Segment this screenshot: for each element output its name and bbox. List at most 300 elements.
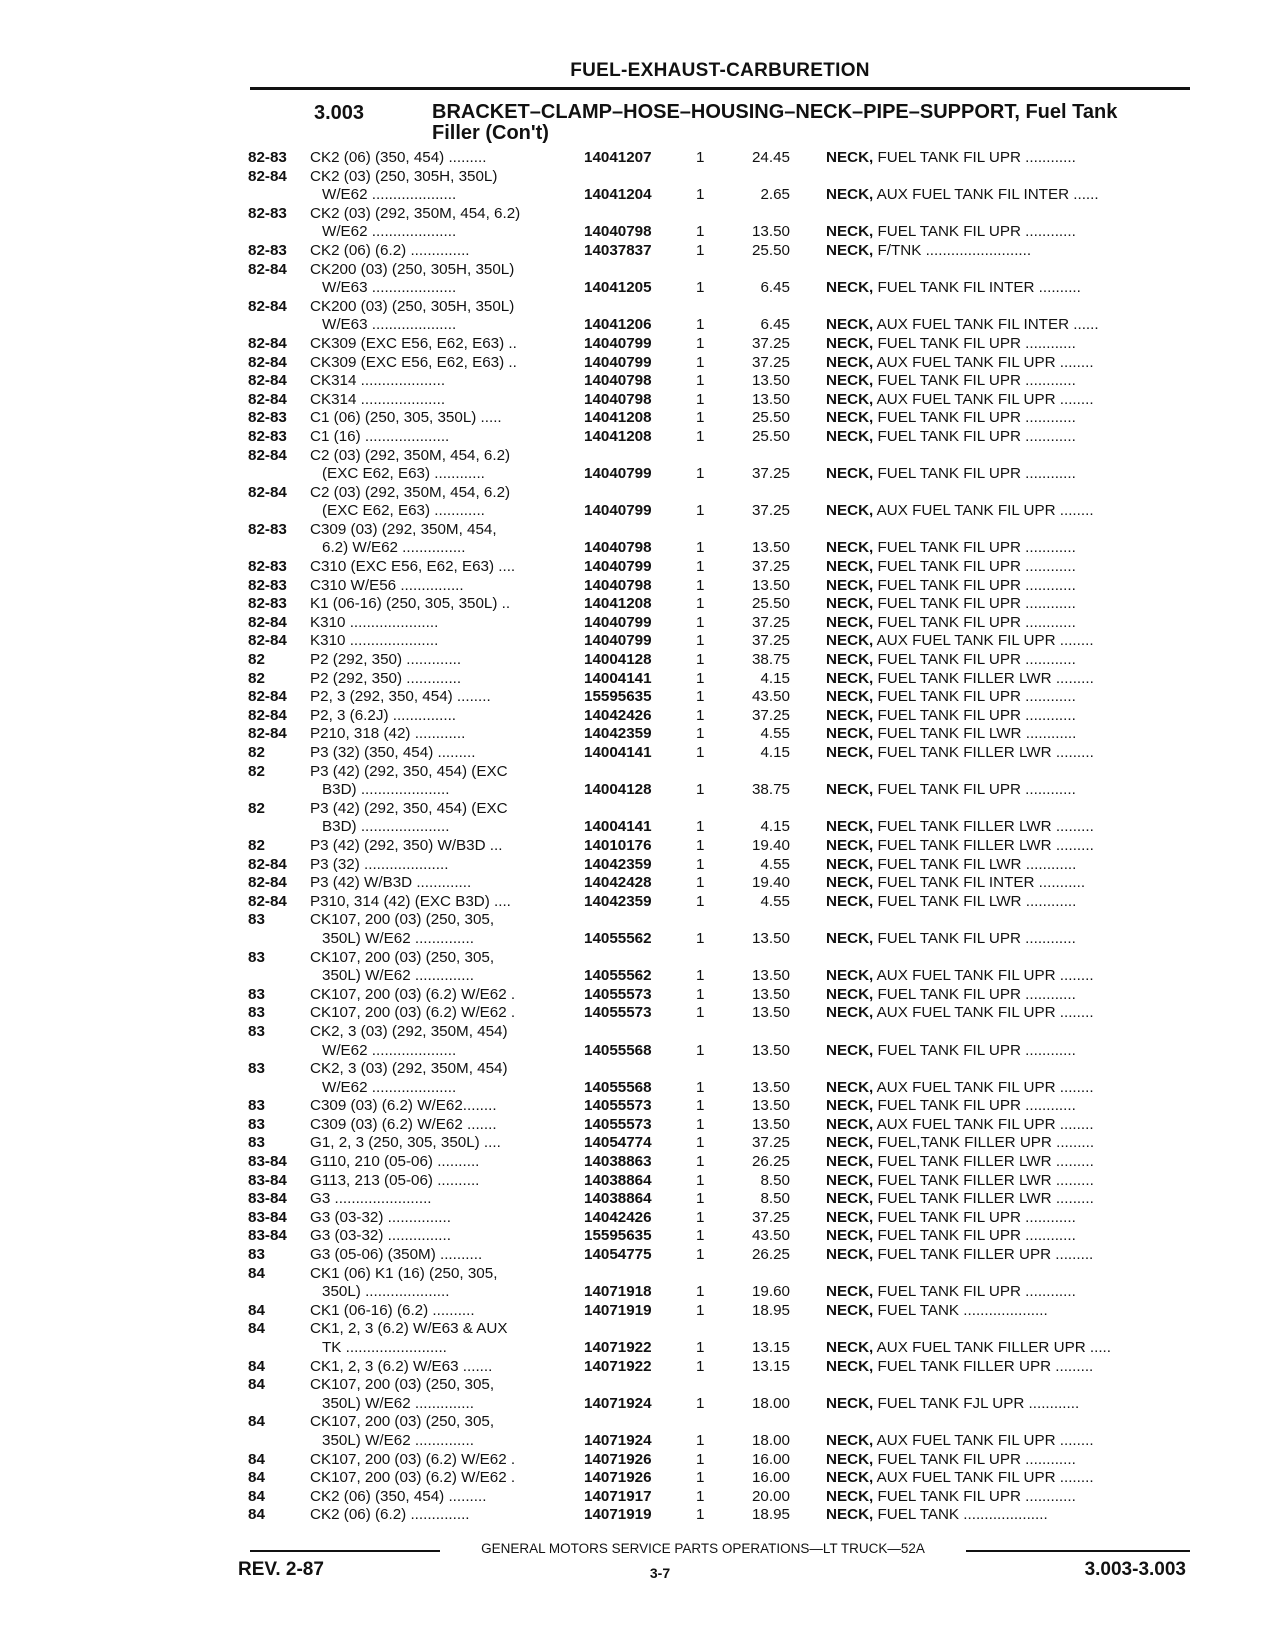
price-cell: 37.25 xyxy=(751,353,790,371)
part-name-cell xyxy=(826,632,1190,651)
price-cell: 25.50 xyxy=(751,241,790,259)
part-name-keyword: NECK, xyxy=(826,725,874,743)
part-name-detail: FUEL TANK FIL UPR ............ xyxy=(873,1283,1076,1301)
part-name-keyword: NECK, xyxy=(826,149,874,166)
part-name-keyword: NECK, xyxy=(826,353,874,371)
description-cell: CK107, 200 (03) (250, 305, xyxy=(310,1413,495,1431)
description-cell: CK309 (EXC E56, E62, E63) .. xyxy=(310,353,517,371)
part-number-cell: 14038864 xyxy=(584,1171,652,1189)
part-name-keyword: NECK, xyxy=(826,1283,874,1301)
quantity-cell: 1 xyxy=(696,836,705,854)
part-name-keyword: NECK, xyxy=(826,539,874,557)
description-cell: CK2 (06) (350, 454) ......... xyxy=(310,1487,487,1505)
price-cell: 18.95 xyxy=(751,1301,790,1319)
part-name-detail: FUEL TANK FILLER UPR ......... xyxy=(873,1357,1094,1375)
part-name-keyword: NECK, xyxy=(826,502,874,520)
price-cell: 43.50 xyxy=(751,688,790,706)
part-name-detail: FUEL TANK FIL UPR ............ xyxy=(873,613,1076,631)
footer-page-number: 3-7 xyxy=(649,1565,671,1581)
part-number-cell: 14071926 xyxy=(584,1450,652,1468)
price-cell: 37.25 xyxy=(751,613,790,631)
part-name-cell xyxy=(826,1172,1190,1191)
quantity-cell: 1 xyxy=(696,1208,705,1226)
part-name-detail: FUEL TANK FILLER LWR ......... xyxy=(873,1153,1094,1171)
quantity-cell: 1 xyxy=(696,706,705,724)
part-name-cell xyxy=(826,874,1190,893)
part-name-keyword: NECK, xyxy=(826,1469,874,1487)
table-row xyxy=(248,1283,1190,1302)
table-row xyxy=(248,1023,1190,1042)
part-name-keyword: NECK, xyxy=(826,334,874,352)
table-row xyxy=(248,484,1190,503)
table-row xyxy=(248,1506,1190,1525)
quantity-cell: 1 xyxy=(696,725,705,743)
part-number-cell: 14040798 xyxy=(584,390,652,408)
price-cell: 25.50 xyxy=(751,409,790,427)
part-number-cell: 14038863 xyxy=(584,1153,652,1171)
price-cell: 4.15 xyxy=(760,818,790,836)
price-cell: 13.50 xyxy=(751,1004,790,1022)
description-cell: CK2 (06) (6.2) .............. xyxy=(310,1506,470,1524)
table-row xyxy=(248,967,1190,986)
price-cell: 13.50 xyxy=(751,223,790,241)
quantity-cell: 1 xyxy=(696,223,705,241)
part-number-cell: 14004128 xyxy=(584,781,652,799)
part-number-cell: 14055573 xyxy=(584,1115,652,1133)
price-cell: 6.45 xyxy=(760,316,790,334)
part-number-cell: 14055573 xyxy=(584,1097,652,1115)
price-cell: 25.50 xyxy=(751,427,790,445)
price-cell: 13.50 xyxy=(751,372,790,390)
description-cell: CK2, 3 (03) (292, 350M, 454) xyxy=(310,1022,508,1040)
part-name-detail: AUX FUEL TANK FIL UPR ........ xyxy=(873,1004,1094,1022)
part-number-cell: 14041208 xyxy=(584,427,652,445)
price-cell: 26.25 xyxy=(751,1246,790,1264)
price-cell: 18.95 xyxy=(751,1506,790,1524)
year-cell: 84 xyxy=(248,1376,265,1394)
quantity-cell: 1 xyxy=(696,892,705,910)
part-name-detail: FUEL TANK FIL UPR ............ xyxy=(873,465,1076,483)
part-name-keyword: NECK, xyxy=(826,1097,874,1115)
part-name-detail: FUEL TANK FIL UPR ............ xyxy=(873,929,1076,947)
table-row xyxy=(248,781,1190,800)
part-name-keyword: NECK, xyxy=(826,1153,874,1171)
part-name-detail: AUX FUEL TANK FIL UPR ........ xyxy=(873,1431,1094,1449)
table-row xyxy=(248,1079,1190,1098)
part-name-detail: FUEL TANK FILLER LWR ......... xyxy=(873,669,1094,687)
table-row xyxy=(248,744,1190,763)
part-name-detail: FUEL TANK FIL UPR ............ xyxy=(873,781,1076,799)
year-cell: 84 xyxy=(248,1357,265,1375)
table-row xyxy=(248,800,1190,819)
quantity-cell: 1 xyxy=(696,186,705,204)
part-name-keyword: NECK, xyxy=(826,744,874,761)
table-row xyxy=(248,335,1190,354)
part-number-cell: 14041208 xyxy=(584,409,652,427)
description-cell: G3 (05-06) (350M) .......... xyxy=(310,1246,483,1264)
part-number-cell: 14071919 xyxy=(584,1506,652,1524)
part-number-cell: 14071926 xyxy=(584,1469,652,1487)
part-name-keyword: NECK, xyxy=(826,1041,874,1059)
description-cell: W/E63 .................... xyxy=(322,316,457,334)
price-cell: 37.25 xyxy=(751,465,790,483)
table-row xyxy=(248,1153,1190,1172)
price-cell: 37.25 xyxy=(751,1208,790,1226)
part-name-cell xyxy=(826,595,1190,614)
section-heading xyxy=(314,100,1194,144)
description-cell: C2 (03) (292, 350M, 454, 6.2) xyxy=(310,483,511,501)
part-name-detail: FUEL TANK FIL UPR ............ xyxy=(873,558,1076,576)
year-cell: 83 xyxy=(248,948,265,966)
table-row xyxy=(248,1302,1190,1321)
description-cell: P3 (32) (350, 454) ......... xyxy=(310,744,476,761)
description-cell: C1 (06) (250, 305, 350L) ..... xyxy=(310,409,502,427)
part-name-detail: FUEL TANK FIL UPR ............ xyxy=(873,576,1076,594)
part-number-cell: 14040799 xyxy=(584,502,652,520)
part-name-cell xyxy=(826,837,1190,856)
part-name-detail: FUEL TANK FILLER LWR ......... xyxy=(873,744,1094,761)
quantity-cell: 1 xyxy=(696,149,705,166)
part-name-detail: FUEL TANK FIL UPR ............ xyxy=(873,595,1076,613)
year-cell: 82-83 xyxy=(248,576,287,594)
price-cell: 13.15 xyxy=(751,1339,790,1356)
part-name-detail: AUX FUEL TANK FIL UPR ........ xyxy=(873,390,1094,408)
price-cell: 2.65 xyxy=(760,186,790,204)
quantity-cell: 1 xyxy=(696,1171,705,1189)
part-name-cell xyxy=(826,818,1190,837)
year-cell: 83 xyxy=(248,1022,265,1040)
part-number-cell: 14071918 xyxy=(584,1283,652,1301)
part-name-cell xyxy=(826,744,1190,763)
description-cell: W/E62 .................... xyxy=(322,223,457,241)
quantity-cell: 1 xyxy=(696,502,705,520)
year-cell: 82-84 xyxy=(248,855,287,873)
table-row xyxy=(248,874,1190,893)
description-cell: W/E62 .................... xyxy=(322,1041,457,1059)
table-row xyxy=(248,1265,1190,1284)
part-number-cell: 14042359 xyxy=(584,855,652,873)
table-row xyxy=(248,1209,1190,1228)
year-cell: 82-83 xyxy=(248,409,287,427)
year-cell: 82-84 xyxy=(248,390,287,408)
part-name-keyword: NECK, xyxy=(826,1339,874,1356)
part-name-detail: FUEL TANK FIL UPR ............ xyxy=(873,223,1076,241)
part-name-detail: AUX FUEL TANK FIL UPR ........ xyxy=(873,353,1094,371)
part-number-cell: 14038864 xyxy=(584,1190,652,1208)
table-row xyxy=(248,595,1190,614)
part-number-cell: 14040798 xyxy=(584,576,652,594)
table-row xyxy=(248,949,1190,968)
year-cell: 83 xyxy=(248,1004,265,1022)
part-name-keyword: NECK, xyxy=(826,427,874,445)
part-name-cell xyxy=(826,893,1190,912)
part-name-cell xyxy=(826,577,1190,596)
part-name-cell xyxy=(826,707,1190,726)
table-row xyxy=(248,539,1190,558)
table-row xyxy=(248,279,1190,298)
quantity-cell: 1 xyxy=(696,1134,705,1152)
quantity-cell: 1 xyxy=(696,669,705,687)
quantity-cell: 1 xyxy=(696,1357,705,1375)
price-cell: 43.50 xyxy=(751,1227,790,1245)
part-name-cell xyxy=(826,1395,1190,1414)
year-cell: 82-83 xyxy=(248,558,287,576)
part-name-detail: AUX FUEL TANK FIL UPR ........ xyxy=(873,1078,1094,1096)
price-cell: 13.50 xyxy=(751,1115,790,1133)
year-cell: 82-84 xyxy=(248,334,287,352)
description-cell: C310 W/E56 ............... xyxy=(310,576,464,594)
year-cell: 84 xyxy=(248,1413,265,1431)
quantity-cell: 1 xyxy=(696,1506,705,1524)
part-number-cell: 14055562 xyxy=(584,929,652,947)
part-name-cell xyxy=(826,1358,1190,1377)
part-number-cell: 14004141 xyxy=(584,669,652,687)
part-name-cell xyxy=(826,930,1190,949)
price-cell: 13.15 xyxy=(751,1357,790,1375)
price-cell: 18.00 xyxy=(751,1431,790,1449)
part-number-cell: 14055573 xyxy=(584,985,652,1003)
part-number-cell: 14010176 xyxy=(584,836,652,854)
year-cell: 82 xyxy=(248,744,265,761)
part-name-detail: FUEL TANK FIL UPR ............ xyxy=(873,1450,1076,1468)
description-cell: CK200 (03) (250, 305H, 350L) xyxy=(310,260,515,278)
part-name-keyword: NECK, xyxy=(826,576,874,594)
part-name-cell xyxy=(826,409,1190,428)
price-cell: 24.45 xyxy=(751,149,790,166)
description-cell: CK107, 200 (03) (6.2) W/E62 . xyxy=(310,1004,516,1022)
description-cell: W/E62 .................... xyxy=(322,1078,457,1096)
year-cell: 82-84 xyxy=(248,353,287,371)
year-cell: 84 xyxy=(248,1487,265,1505)
table-row xyxy=(248,893,1190,912)
part-name-cell xyxy=(826,186,1190,205)
price-cell: 4.55 xyxy=(760,725,790,743)
part-name-keyword: NECK, xyxy=(826,223,874,241)
part-name-detail: FUEL TANK FIL UPR ............ xyxy=(873,409,1076,427)
part-name-cell xyxy=(826,149,1190,168)
part-name-keyword: NECK, xyxy=(826,1208,874,1226)
table-row xyxy=(248,1246,1190,1265)
part-name-cell xyxy=(826,465,1190,484)
year-cell: 82-83 xyxy=(248,427,287,445)
part-name-detail: FUEL TANK FIL UPR ............ xyxy=(873,1208,1076,1226)
description-cell: CK2 (06) (6.2) .............. xyxy=(310,241,470,259)
description-cell: CK2 (06) (350, 454) ......... xyxy=(310,149,487,166)
price-cell: 16.00 xyxy=(751,1469,790,1487)
description-cell: G3 (03-32) ............... xyxy=(310,1227,451,1245)
year-cell: 83-84 xyxy=(248,1227,287,1245)
table-row xyxy=(248,1376,1190,1395)
table-row xyxy=(248,1339,1190,1358)
price-cell: 18.00 xyxy=(751,1394,790,1412)
part-name-cell xyxy=(826,372,1190,391)
quantity-cell: 1 xyxy=(696,1487,705,1505)
description-cell: P3 (42) W/B3D ............. xyxy=(310,874,472,892)
description-cell: CK314 .................... xyxy=(310,372,446,390)
price-cell: 37.25 xyxy=(751,502,790,520)
description-cell: K310 ..................... xyxy=(310,613,439,631)
year-cell: 82 xyxy=(248,651,265,669)
part-name-detail: AUX FUEL TANK FIL UPR ........ xyxy=(873,1469,1094,1487)
quantity-cell: 1 xyxy=(696,558,705,576)
price-cell: 20.00 xyxy=(751,1487,790,1505)
part-name-cell xyxy=(826,335,1190,354)
description-cell: G113, 213 (05-06) .......... xyxy=(310,1171,480,1189)
quantity-cell: 1 xyxy=(696,1153,705,1171)
year-cell: 82-84 xyxy=(248,613,287,631)
table-row xyxy=(248,1004,1190,1023)
year-cell: 82-84 xyxy=(248,372,287,390)
part-number-cell: 14071919 xyxy=(584,1301,652,1319)
description-cell: P3 (42) (292, 350, 454) (EXC xyxy=(310,762,508,780)
year-cell: 83-84 xyxy=(248,1208,287,1226)
part-name-cell xyxy=(826,1469,1190,1488)
part-name-detail: FUEL TANK FIL UPR ............ xyxy=(873,539,1076,557)
part-name-cell xyxy=(826,670,1190,689)
year-cell: 84 xyxy=(248,1450,265,1468)
description-cell: P2 (292, 350) ............. xyxy=(310,651,462,669)
year-cell: 82-83 xyxy=(248,595,287,613)
quantity-cell: 1 xyxy=(696,1041,705,1059)
year-cell: 83 xyxy=(248,911,265,929)
part-name-detail: FUEL TANK FIL UPR ............ xyxy=(873,651,1076,669)
quantity-cell: 1 xyxy=(696,613,705,631)
year-cell: 83 xyxy=(248,1097,265,1115)
price-cell: 25.50 xyxy=(751,595,790,613)
table-row xyxy=(248,763,1190,782)
description-cell: G3 (03-32) ............... xyxy=(310,1208,451,1226)
part-name-detail: FUEL TANK FIL UPR ............ xyxy=(873,1097,1076,1115)
year-cell: 83 xyxy=(248,1115,265,1133)
price-cell: 4.15 xyxy=(760,744,790,761)
quantity-cell: 1 xyxy=(696,855,705,873)
page-title: FUEL-EXHAUST-CARBURETION xyxy=(570,60,870,81)
table-row xyxy=(248,818,1190,837)
part-name-detail: AUX FUEL TANK FIL UPR ........ xyxy=(873,632,1094,650)
description-cell: CK314 .................... xyxy=(310,390,446,408)
quantity-cell: 1 xyxy=(696,1431,705,1449)
part-number-cell: 14042426 xyxy=(584,1208,652,1226)
part-number-cell: 14040799 xyxy=(584,632,652,650)
part-name-cell xyxy=(826,1246,1190,1265)
quantity-cell: 1 xyxy=(696,744,705,761)
part-name-cell xyxy=(826,614,1190,633)
table-row xyxy=(248,651,1190,670)
part-number-cell: 14041207 xyxy=(584,149,652,166)
year-cell: 83 xyxy=(248,1060,265,1078)
part-number-cell: 14054774 xyxy=(584,1134,652,1152)
footer-publisher: GENERAL MOTORS SERVICE PARTS OPERATIONS—LT TRUCK—52A xyxy=(481,1541,925,1556)
table-row xyxy=(248,316,1190,335)
year-cell: 82-84 xyxy=(248,297,287,315)
part-name-keyword: NECK, xyxy=(826,1301,874,1319)
description-cell: C2 (03) (292, 350M, 454, 6.2) xyxy=(310,446,511,464)
year-cell: 84 xyxy=(248,1469,265,1487)
part-number-cell: 14040799 xyxy=(584,334,652,352)
quantity-cell: 1 xyxy=(696,241,705,259)
section-number: 3.003 xyxy=(314,102,365,124)
part-name-cell xyxy=(826,1227,1190,1246)
price-cell: 37.25 xyxy=(751,334,790,352)
year-cell: 83-84 xyxy=(248,1153,287,1171)
table-row xyxy=(248,428,1190,447)
part-name-keyword: NECK, xyxy=(826,892,874,910)
footer-revision: REV. 2-87 xyxy=(238,1559,324,1580)
table-row xyxy=(248,186,1190,205)
year-cell: 82-84 xyxy=(248,725,287,743)
price-cell: 37.25 xyxy=(751,706,790,724)
year-cell: 82-84 xyxy=(248,874,287,892)
table-row xyxy=(248,447,1190,466)
part-name-keyword: NECK, xyxy=(826,372,874,390)
part-name-detail: FUEL TANK FIL INTER .......... xyxy=(873,279,1081,297)
part-name-cell xyxy=(826,1097,1190,1116)
part-number-cell: 14004141 xyxy=(584,744,652,761)
year-cell: 82-84 xyxy=(248,260,287,278)
part-name-detail: FUEL TANK FIL LWR ............ xyxy=(873,855,1077,873)
description-cell: P210, 318 (42) ............ xyxy=(310,725,466,743)
part-number-cell: 14055573 xyxy=(584,1004,652,1022)
part-name-detail: FUEL TANK FIL UPR ............ xyxy=(873,372,1076,390)
price-cell: 13.50 xyxy=(751,967,790,985)
year-cell: 82-84 xyxy=(248,446,287,464)
quantity-cell: 1 xyxy=(696,539,705,557)
part-name-detail: AUX FUEL TANK FIL UPR ........ xyxy=(873,502,1094,520)
footer-rule-left xyxy=(250,1550,440,1552)
table-row xyxy=(248,688,1190,707)
table-row xyxy=(248,1227,1190,1246)
table-row xyxy=(248,261,1190,280)
part-name-cell xyxy=(826,1488,1190,1507)
price-cell: 26.25 xyxy=(751,1153,790,1171)
description-cell: CK1, 2, 3 (6.2) W/E63 ....... xyxy=(310,1357,493,1375)
part-name-keyword: NECK, xyxy=(826,558,874,576)
part-name-keyword: NECK, xyxy=(826,874,874,892)
year-cell: 82-84 xyxy=(248,892,287,910)
price-cell: 4.55 xyxy=(760,855,790,873)
part-name-keyword: NECK, xyxy=(826,781,874,799)
part-number-cell: 14054775 xyxy=(584,1246,652,1264)
description-cell: B3D) ..................... xyxy=(322,781,450,799)
footer-rule-right xyxy=(966,1550,1190,1552)
part-name-cell xyxy=(826,1506,1190,1525)
part-name-cell xyxy=(826,223,1190,242)
table-row xyxy=(248,1042,1190,1061)
part-name-cell xyxy=(826,781,1190,800)
table-row xyxy=(248,205,1190,224)
part-name-cell xyxy=(826,316,1190,335)
table-row xyxy=(248,223,1190,242)
description-cell: CK107, 200 (03) (6.2) W/E62 . xyxy=(310,1450,516,1468)
year-cell: 82-84 xyxy=(248,632,287,650)
part-name-detail: AUX FUEL TANK FILLER UPR ..... xyxy=(873,1339,1111,1356)
description-cell: CK2 (03) (250, 305H, 350L) xyxy=(310,167,498,185)
description-cell: W/E62 .................... xyxy=(322,186,457,204)
part-name-keyword: NECK, xyxy=(826,1227,874,1245)
description-cell: G110, 210 (05-06) .......... xyxy=(310,1153,480,1171)
table-row xyxy=(248,1413,1190,1432)
part-number-cell: 14041206 xyxy=(584,316,652,334)
description-cell: 350L) W/E62 .............. xyxy=(322,929,474,947)
part-name-detail: FUEL TANK FIL UPR ............ xyxy=(873,149,1076,166)
part-name-keyword: NECK, xyxy=(826,967,874,985)
price-cell: 37.25 xyxy=(751,1134,790,1152)
part-number-cell: 14055568 xyxy=(584,1078,652,1096)
part-name-detail: AUX FUEL TANK FIL INTER ...... xyxy=(873,316,1099,334)
description-cell: 350L) W/E62 .............. xyxy=(322,1431,474,1449)
part-name-detail: FUEL TANK FIL LWR ............ xyxy=(873,725,1077,743)
part-name-keyword: NECK, xyxy=(826,706,874,724)
